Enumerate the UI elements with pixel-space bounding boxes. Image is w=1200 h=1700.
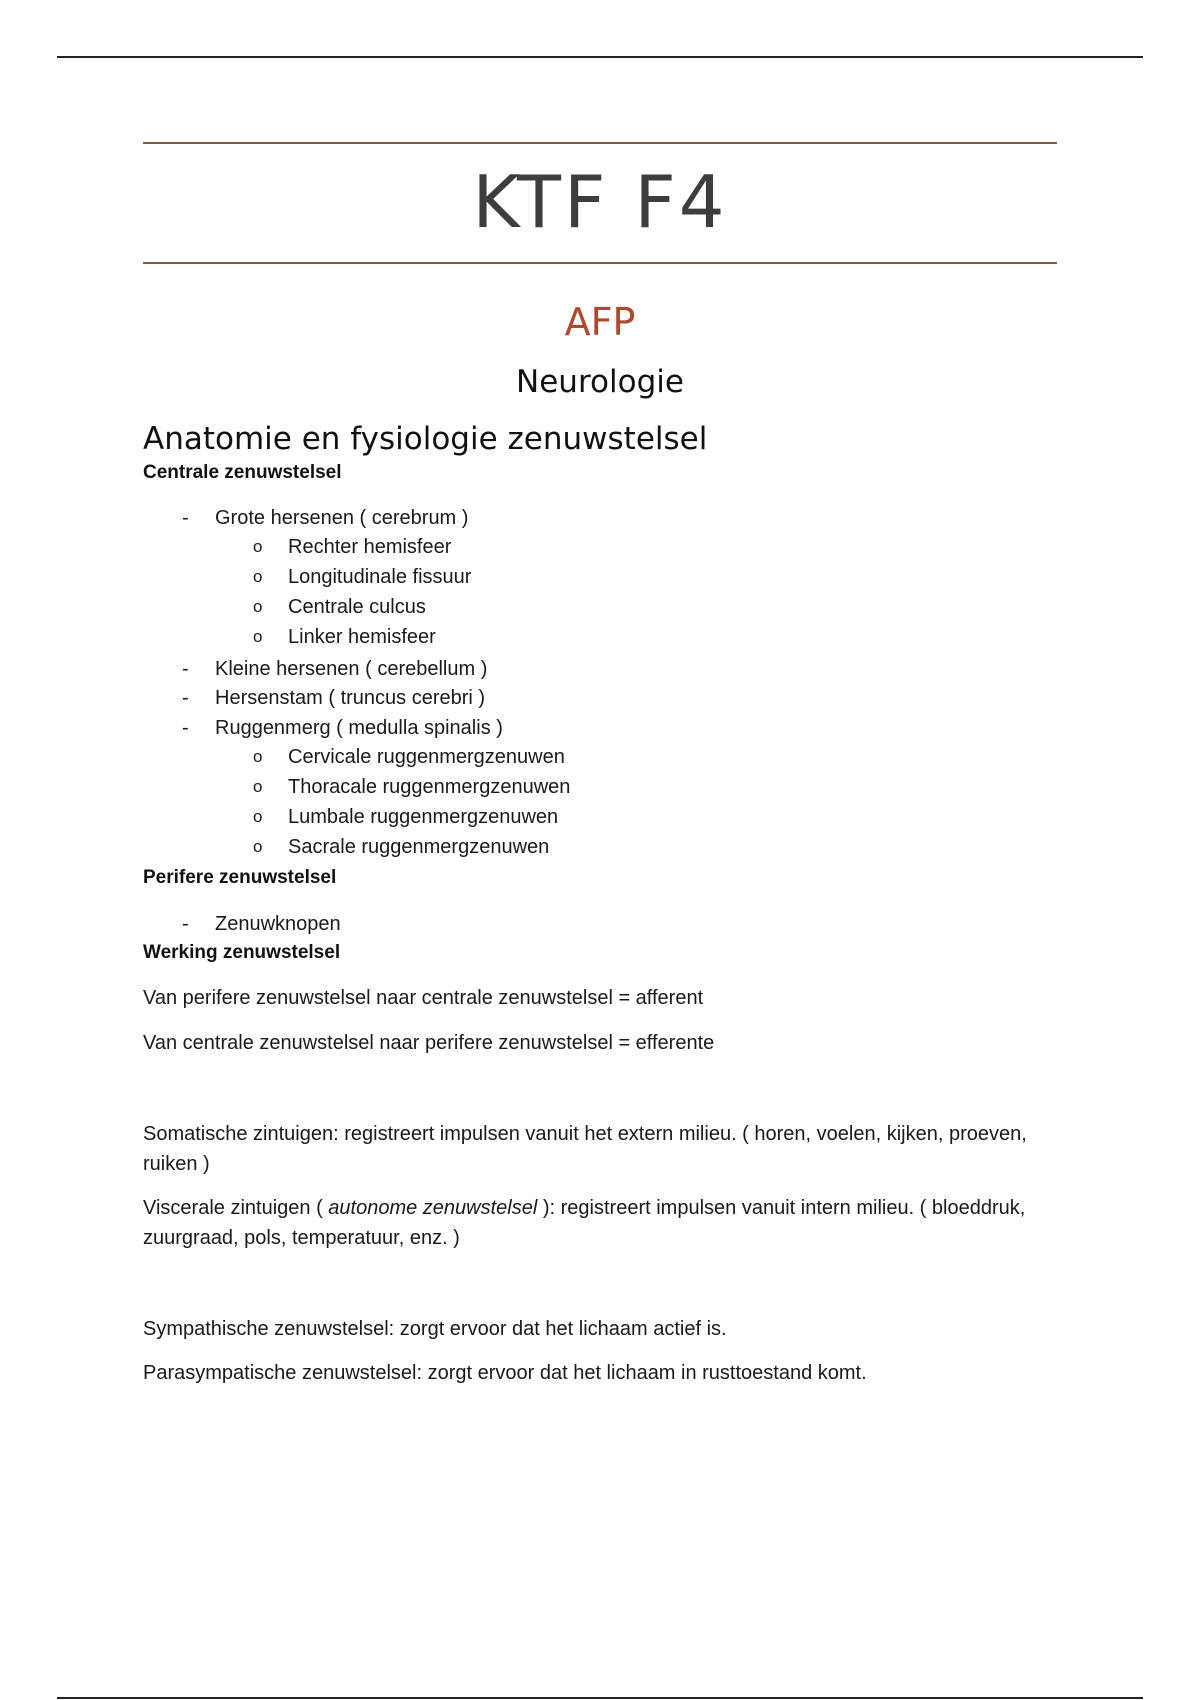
section-heading: Anatomie en fysiologie zenuwstelsel (143, 421, 708, 457)
list-item: o Sacrale ruggenmergzenuwen (253, 836, 550, 858)
list-item: - Zenuwknopen (182, 913, 341, 935)
list-item: - Grote hersenen ( cerebrum ) (182, 507, 469, 529)
title-rule-top (143, 142, 1057, 144)
list-item: o Linker hemisfeer (253, 626, 436, 648)
efferent-text: Van centrale zenuwstelsel naar perifere zenuwstelsel = efferente (143, 1032, 715, 1054)
visceral-italic: autonome zenuwstelsel (328, 1197, 538, 1219)
dash-bullet: - (182, 507, 189, 529)
list-item: o Cervicale ruggenmergzenuwen (253, 746, 565, 768)
circle-bullet: o (253, 567, 263, 586)
somatic-text: Somatische zintuigen: registreert impulsen vanuit het extern milieu. ( horen, voelen, kijken, proeven, ruiken ) (143, 1123, 1027, 1175)
afferent-text: Van perifere zenuwstelsel naar centrale zenuwstelsel = afferent (143, 987, 704, 1009)
circle-bullet: o (253, 777, 263, 796)
sympathetic-text: Sympathische zenuwstelsel: zorgt ervoor dat het lichaam actief is. (143, 1318, 727, 1340)
visceral-text: Viscerale zintuigen ( autonome zenuwstelsel ): registreert impulsen vanuit intern milieu. ( bloeddruk, zuurgraad, pols, temperatuur, enz. ) (143, 1197, 1026, 1249)
circle-bullet: o (253, 837, 263, 856)
circle-bullet: o (253, 747, 263, 766)
cns-heading: Centrale zenuwstelsel (143, 462, 342, 483)
circle-bullet: o (253, 807, 263, 826)
list-item: - Kleine hersenen ( cerebellum ) (182, 658, 488, 680)
title-rule-bottom (143, 262, 1057, 264)
dash-bullet: - (182, 717, 189, 739)
page-bottom-border (57, 1697, 1143, 1699)
dash-bullet: - (182, 687, 189, 709)
pns-heading: Perifere zenuwstelsel (143, 867, 337, 888)
list-item: o Longitudinale fissuur (253, 566, 472, 588)
function-heading: Werking zenuwstelsel (143, 942, 341, 963)
dash-bullet: - (182, 913, 189, 935)
page-top-border (57, 56, 1143, 58)
document-title: KTF F4 (472, 160, 728, 244)
list-item: - Ruggenmerg ( medulla spinalis ) (182, 717, 503, 739)
list-item: o Lumbale ruggenmergzenuwen (253, 806, 559, 828)
list-item: - Hersenstam ( truncus cerebri ) (182, 687, 486, 709)
circle-bullet: o (253, 537, 263, 556)
list-item: o Thoracale ruggenmergzenuwen (253, 776, 571, 798)
dash-bullet: - (182, 658, 189, 680)
list-item: o Centrale culcus (253, 596, 426, 618)
subsubtitle: Neurologie (516, 364, 684, 400)
circle-bullet: o (253, 627, 263, 646)
circle-bullet: o (253, 597, 263, 616)
subtitle: AFP (564, 300, 636, 344)
list-item: o Rechter hemisfeer (253, 536, 452, 558)
parasympathetic-text: Parasympatische zenuwstelsel: zorgt ervoor dat het lichaam in rusttoestand komt. (143, 1362, 867, 1384)
